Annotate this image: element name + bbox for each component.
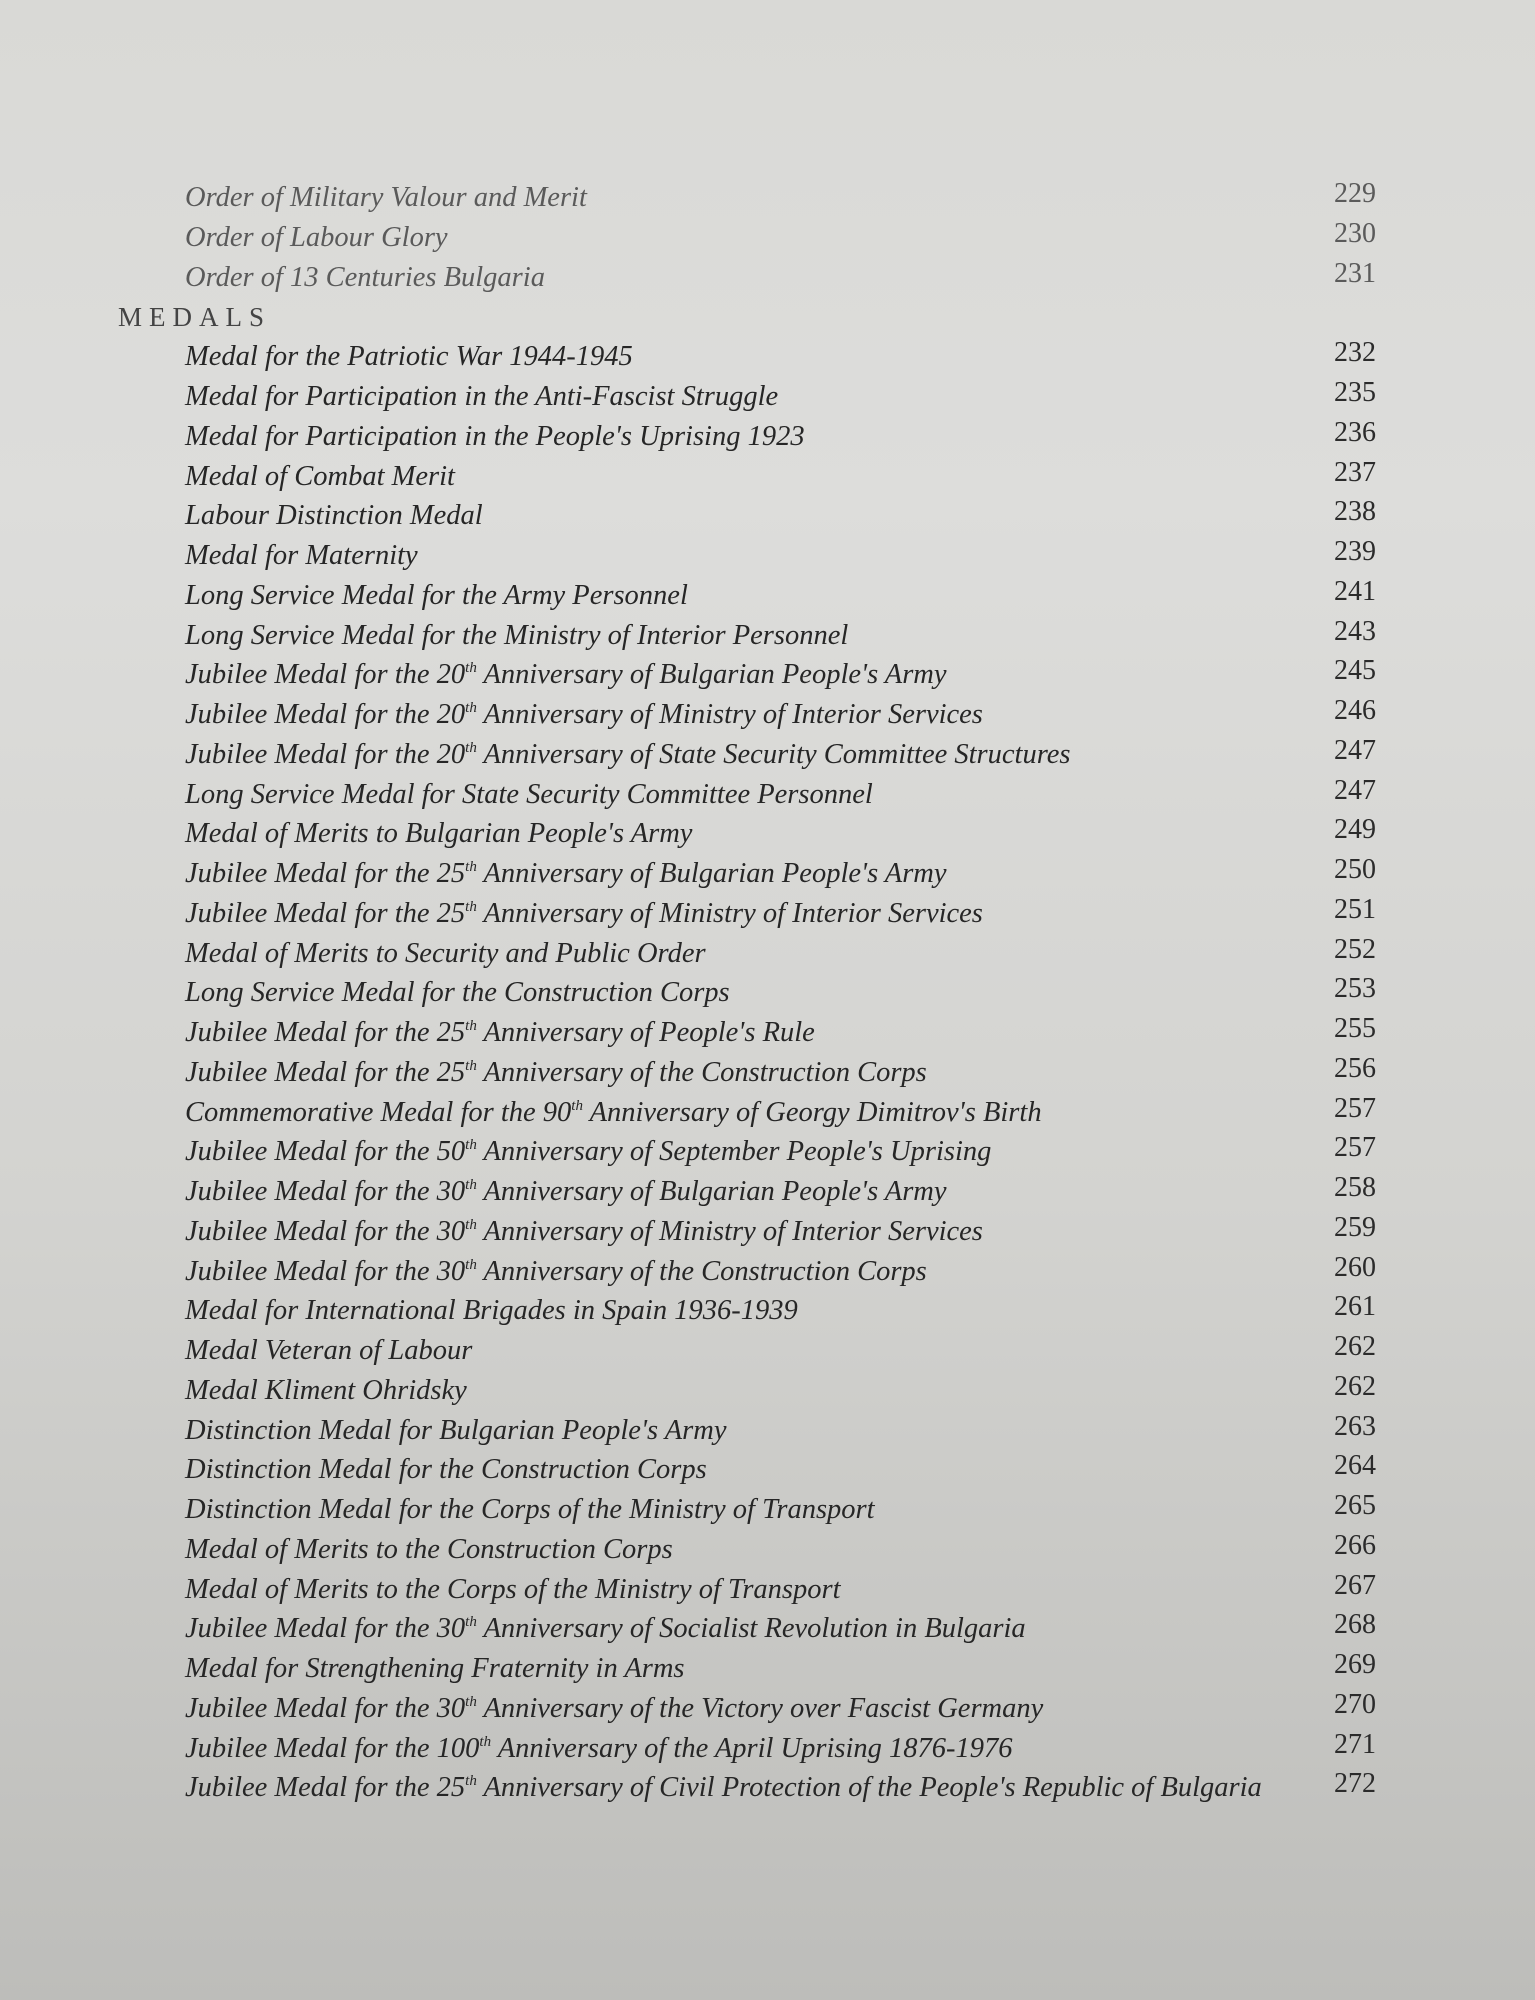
toc-entry-title-text: Long Service Medal for the Army Personnel (185, 579, 688, 611)
toc-entry-title (185, 457, 455, 497)
toc-entry-page-number: 253 (1334, 973, 1376, 1005)
toc-entry (0, 417, 1535, 457)
toc-entry-title (185, 576, 688, 616)
toc-entry (0, 1331, 1535, 1371)
toc-entry-title-rest: Anniversary of Bulgarian People's Army (476, 858, 947, 889)
toc-entry (0, 735, 1535, 775)
table-of-contents (0, 178, 1535, 1808)
ordinal-suffix: th (465, 739, 477, 756)
toc-entry-page-number: 262 (1334, 1331, 1376, 1362)
toc-entry-title-rest: Anniversary of Ministry of Interior Services (476, 1215, 983, 1247)
toc-entry-title-text: Jubilee Medal for the 30 (185, 1255, 466, 1287)
toc-entry-title-text: Jubilee Medal for the 25 (185, 858, 466, 889)
toc-entry-page-number: 271 (1334, 1728, 1376, 1760)
toc-entry-title-text: Medal Kliment Ohridsky (185, 1374, 467, 1406)
section-heading-label: MEDALS (118, 302, 272, 333)
toc-entry-page-number: 269 (1334, 1649, 1376, 1680)
toc-entry-title (185, 814, 692, 854)
toc-entry (0, 178, 1535, 218)
ordinal-suffix: th (571, 1097, 583, 1114)
toc-entry-page-number: 239 (1334, 536, 1376, 567)
toc-entry-title-text: Jubilee Medal for the 30 (185, 1692, 466, 1724)
toc-entry-page-number: 247 (1334, 774, 1376, 806)
toc-entry (0, 258, 1535, 298)
toc-entry (0, 457, 1535, 497)
toc-entry (0, 1053, 1535, 1093)
toc-entry (0, 1609, 1535, 1649)
toc-entry-page-number: 257 (1334, 1132, 1376, 1164)
toc-entry (0, 1172, 1535, 1212)
toc-entry (0, 775, 1535, 815)
toc-entry (0, 536, 1535, 576)
toc-entry-title-text: Medal for Strengthening Fraternity in Arms (185, 1653, 685, 1684)
ordinal-suffix: th (465, 1256, 477, 1273)
toc-entry-title-text: Distinction Medal for the Construction Corps (185, 1454, 707, 1486)
toc-entry-title-rest: Anniversary of Bulgarian People's Army (476, 659, 947, 691)
ordinal-suffix: th (465, 1177, 477, 1193)
toc-entry-page-number: 237 (1334, 456, 1376, 488)
toc-entry-title (185, 1291, 798, 1331)
toc-entry-title-text: Medal of Merits to Security and Public Order (185, 937, 706, 969)
toc-entry-title-rest: Anniversary of the April Uprising 1876-1976 (491, 1732, 1013, 1764)
toc-entry-page-number: 235 (1334, 377, 1376, 408)
toc-entry-title-text: Long Service Medal for the Ministry of Interior Personnel (185, 619, 849, 651)
toc-entry (0, 1212, 1535, 1252)
toc-entry-title-text: Distinction Medal for Bulgarian People's Army (185, 1414, 727, 1446)
toc-entry-title-rest: Anniversary of People's Rule (476, 1017, 815, 1048)
toc-entry-title (185, 1768, 1262, 1813)
toc-entry-title (185, 1689, 1043, 1734)
toc-entry-page-number: 268 (1334, 1609, 1376, 1641)
ordinal-suffix: th (465, 660, 477, 677)
toc-entry-title-text: Medal of Merits to Bulgarian People's Army (185, 818, 693, 850)
toc-entry-title (185, 1411, 726, 1451)
ordinal-suffix: th (465, 1057, 477, 1074)
toc-entry-title (185, 1331, 472, 1371)
toc-entry-title (185, 1013, 815, 1058)
toc-entry-page-number: 241 (1334, 575, 1376, 607)
toc-entry-title (185, 934, 706, 974)
toc-entry (0, 894, 1535, 934)
toc-entry (0, 1689, 1535, 1729)
toc-entry-title-text: Medal for International Brigades in Spain 1936-1939 (185, 1295, 798, 1327)
toc-entry-page-number: 258 (1334, 1172, 1376, 1203)
toc-entry (0, 1411, 1535, 1451)
toc-entry (0, 1093, 1535, 1133)
toc-entry-title-rest: Anniversary of Bulgarian People's Army (476, 1176, 947, 1207)
toc-entry-page-number: 260 (1334, 1251, 1376, 1283)
toc-entry-title-text: Jubilee Medal for the 25 (185, 1017, 466, 1048)
toc-entry-title-text: Jubilee Medal for the 20 (185, 659, 466, 691)
toc-entry (0, 576, 1535, 616)
toc-entry-page-number: 229 (1334, 178, 1376, 209)
toc-entry-title (185, 616, 848, 656)
toc-entry (0, 814, 1535, 854)
toc-entry-title-text: Jubilee Medal for the 30 (185, 1215, 466, 1247)
toc-entry-page-number: 265 (1334, 1490, 1376, 1521)
toc-entry-title (185, 655, 947, 700)
toc-entry-title (185, 1093, 1042, 1138)
ordinal-suffix: th (465, 898, 477, 915)
toc-entry-page-number: 230 (1334, 217, 1376, 249)
toc-entry-title-text: Distinction Medal for the Corps of the Ministry of Transport (185, 1494, 875, 1525)
ordinal-suffix: th (465, 1137, 477, 1154)
toc-entry-title-text: Medal for Participation in the People's Uprising 1923 (185, 420, 805, 452)
toc-entry-title (185, 973, 730, 1013)
medals-list (0, 337, 1535, 1808)
toc-entry-title-rest: Anniversary of Civil Protection of the People's Republic of Bulgaria (476, 1772, 1262, 1804)
toc-entry-title (185, 258, 545, 298)
toc-entry-page-number: 247 (1334, 734, 1376, 766)
toc-entry-title-text: Medal of Merits to the Construction Corps (185, 1533, 673, 1565)
toc-entry-title-text: Long Service Medal for the Construction Corps (185, 977, 730, 1009)
toc-entry (0, 934, 1535, 974)
toc-entry-title-text: Medal for Participation in the Anti-Fascist Struggle (185, 381, 779, 412)
toc-entry-title-rest: Anniversary of the Construction Corps (476, 1255, 927, 1287)
toc-entry-title-text: Jubilee Medal for the 30 (185, 1613, 466, 1645)
toc-entry-title-text: Jubilee Medal for the 20 (185, 699, 466, 730)
toc-entry-title (185, 1649, 685, 1689)
toc-entry (0, 1570, 1535, 1610)
toc-entry-title-text: Medal for Maternity (185, 540, 418, 571)
toc-entry-page-number: 249 (1334, 814, 1376, 846)
toc-entry-page-number: 264 (1334, 1450, 1376, 1482)
ordinal-suffix: th (479, 1733, 492, 1750)
toc-entry-page-number: 272 (1334, 1768, 1376, 1800)
toc-entry-page-number: 238 (1334, 496, 1376, 528)
toc-entry-page-number: 236 (1334, 416, 1376, 448)
toc-entry-title (185, 1530, 673, 1570)
ordinal-suffix: th (465, 700, 477, 716)
toc-entry-title (185, 377, 778, 417)
ordinal-suffix: th (465, 1614, 477, 1631)
toc-entry-title (185, 536, 418, 576)
toc-entry-page-number: 259 (1334, 1211, 1376, 1243)
toc-entry-title-text: Jubilee Medal for the 50 (185, 1136, 466, 1168)
toc-entry-title (185, 1450, 707, 1490)
orders-list (0, 178, 1535, 297)
toc-entry (0, 854, 1535, 894)
toc-entry-title-text: Jubilee Medal for the 100 (185, 1732, 480, 1764)
toc-entry-title (185, 1252, 927, 1297)
toc-entry (0, 496, 1535, 536)
toc-entry-title (185, 1053, 927, 1098)
toc-entry-title (185, 894, 983, 939)
toc-entry-title-text: Medal of Combat Merit (185, 460, 455, 492)
ordinal-suffix: th (465, 1216, 477, 1233)
toc-entry-page-number: 251 (1334, 893, 1376, 925)
toc-entry (0, 1371, 1535, 1411)
toc-entry-title-text: Order of Labour Glory (185, 221, 448, 253)
toc-entry-title-rest: Anniversary of Ministry of Interior Services (476, 699, 983, 730)
toc-entry-title (185, 735, 1071, 780)
toc-entry-page-number: 263 (1334, 1410, 1376, 1442)
toc-entry-title (185, 1729, 1013, 1774)
toc-entry-title (185, 695, 983, 740)
toc-entry-title-rest: Anniversary of Georgy Dimitrov's Birth (582, 1096, 1042, 1128)
toc-entry (0, 695, 1535, 735)
toc-entry (0, 1013, 1535, 1053)
toc-entry-title (185, 1212, 983, 1257)
toc-entry (0, 1291, 1535, 1331)
toc-entry-page-number: 245 (1334, 655, 1376, 687)
toc-entry (0, 1252, 1535, 1292)
toc-entry (0, 377, 1535, 417)
toc-entry-title-text: Jubilee Medal for the 25 (185, 1056, 466, 1088)
toc-entry (0, 973, 1535, 1013)
toc-entry-title-rest: Anniversary of Socialist Revolution in Bulgaria (476, 1613, 1026, 1645)
toc-entry (0, 616, 1535, 656)
section-heading-medals (0, 297, 1535, 337)
toc-entry-title-text: Long Service Medal for State Security Committee Personnel (185, 778, 873, 810)
toc-entry (0, 1768, 1535, 1808)
toc-entry-page-number: 232 (1334, 337, 1376, 369)
toc-entry-title-rest: Anniversary of Ministry of Interior Services (476, 897, 983, 929)
toc-entry-title-text: Jubilee Medal for the 25 (185, 897, 466, 929)
toc-entry-title (185, 1609, 1026, 1654)
toc-entry-title-text: Order of 13 Centuries Bulgaria (185, 261, 545, 293)
toc-entry-title (185, 1132, 991, 1177)
toc-entry-title (185, 1490, 875, 1530)
toc-entry-title-rest: Anniversary of September People's Uprising (476, 1136, 992, 1168)
toc-entry-title (185, 1172, 947, 1217)
toc-entry-title-text: Medal Veteran of Labour (185, 1335, 473, 1366)
toc-entry-page-number: 252 (1334, 933, 1376, 965)
toc-entry (0, 218, 1535, 258)
toc-entry-page-number: 266 (1334, 1529, 1376, 1561)
toc-entry-page-number: 243 (1334, 615, 1376, 647)
toc-entry (0, 1132, 1535, 1172)
toc-entry-page-number: 255 (1334, 1013, 1376, 1044)
toc-entry-title-text: Commemorative Medal for the 90 (185, 1096, 572, 1128)
toc-entry-page-number: 250 (1334, 854, 1376, 885)
toc-entry-title (185, 1570, 841, 1610)
toc-entry-page-number: 256 (1334, 1052, 1376, 1084)
toc-entry-title-rest: Anniversary of State Security Committee Structures (476, 738, 1071, 770)
toc-entry-title-text: Medal for the Patriotic War 1944-1945 (185, 341, 633, 373)
toc-entry-page-number: 262 (1334, 1370, 1376, 1402)
toc-entry-page-number: 257 (1334, 1092, 1376, 1124)
toc-entry (0, 1450, 1535, 1490)
ordinal-suffix: th (465, 859, 477, 875)
toc-entry-page-number: 246 (1334, 695, 1376, 726)
toc-entry-title (185, 496, 483, 536)
toc-entry (0, 1530, 1535, 1570)
toc-entry-title (185, 1371, 467, 1411)
toc-entry (0, 1729, 1535, 1769)
toc-entry (0, 1649, 1535, 1689)
toc-entry-title (185, 417, 805, 457)
ordinal-suffix: th (465, 1018, 477, 1034)
toc-entry-page-number: 270 (1334, 1688, 1376, 1720)
toc-entry-title-text: Jubilee Medal for the 30 (185, 1176, 466, 1207)
toc-entry-title-rest: Anniversary of the Construction Corps (476, 1056, 927, 1088)
toc-entry (0, 655, 1535, 695)
toc-entry-title (185, 854, 947, 899)
toc-entry (0, 337, 1535, 377)
toc-entry-title-text: Jubilee Medal for the 25 (185, 1772, 466, 1804)
toc-entry-title-text: Order of Military Valour and Merit (185, 182, 587, 213)
toc-entry (0, 1490, 1535, 1530)
toc-entry-page-number: 267 (1334, 1569, 1376, 1601)
toc-entry-title (185, 178, 587, 218)
toc-entry-title-text: Labour Distinction Medal (185, 500, 483, 532)
toc-entry-title-rest: Anniversary of the Victory over Fascist Germany (476, 1692, 1044, 1724)
toc-entry-page-number: 261 (1334, 1291, 1376, 1323)
ordinal-suffix: th (465, 1693, 477, 1710)
toc-entry-page-number: 231 (1334, 257, 1376, 289)
toc-entry-title-text: Jubilee Medal for the 20 (185, 738, 466, 770)
ordinal-suffix: th (465, 1773, 477, 1790)
toc-entry-title (185, 775, 873, 815)
toc-entry-title (185, 337, 633, 377)
toc-entry-title-text: Medal of Merits to the Corps of the Ministry of Transport (185, 1573, 841, 1605)
toc-entry-title (185, 218, 448, 258)
